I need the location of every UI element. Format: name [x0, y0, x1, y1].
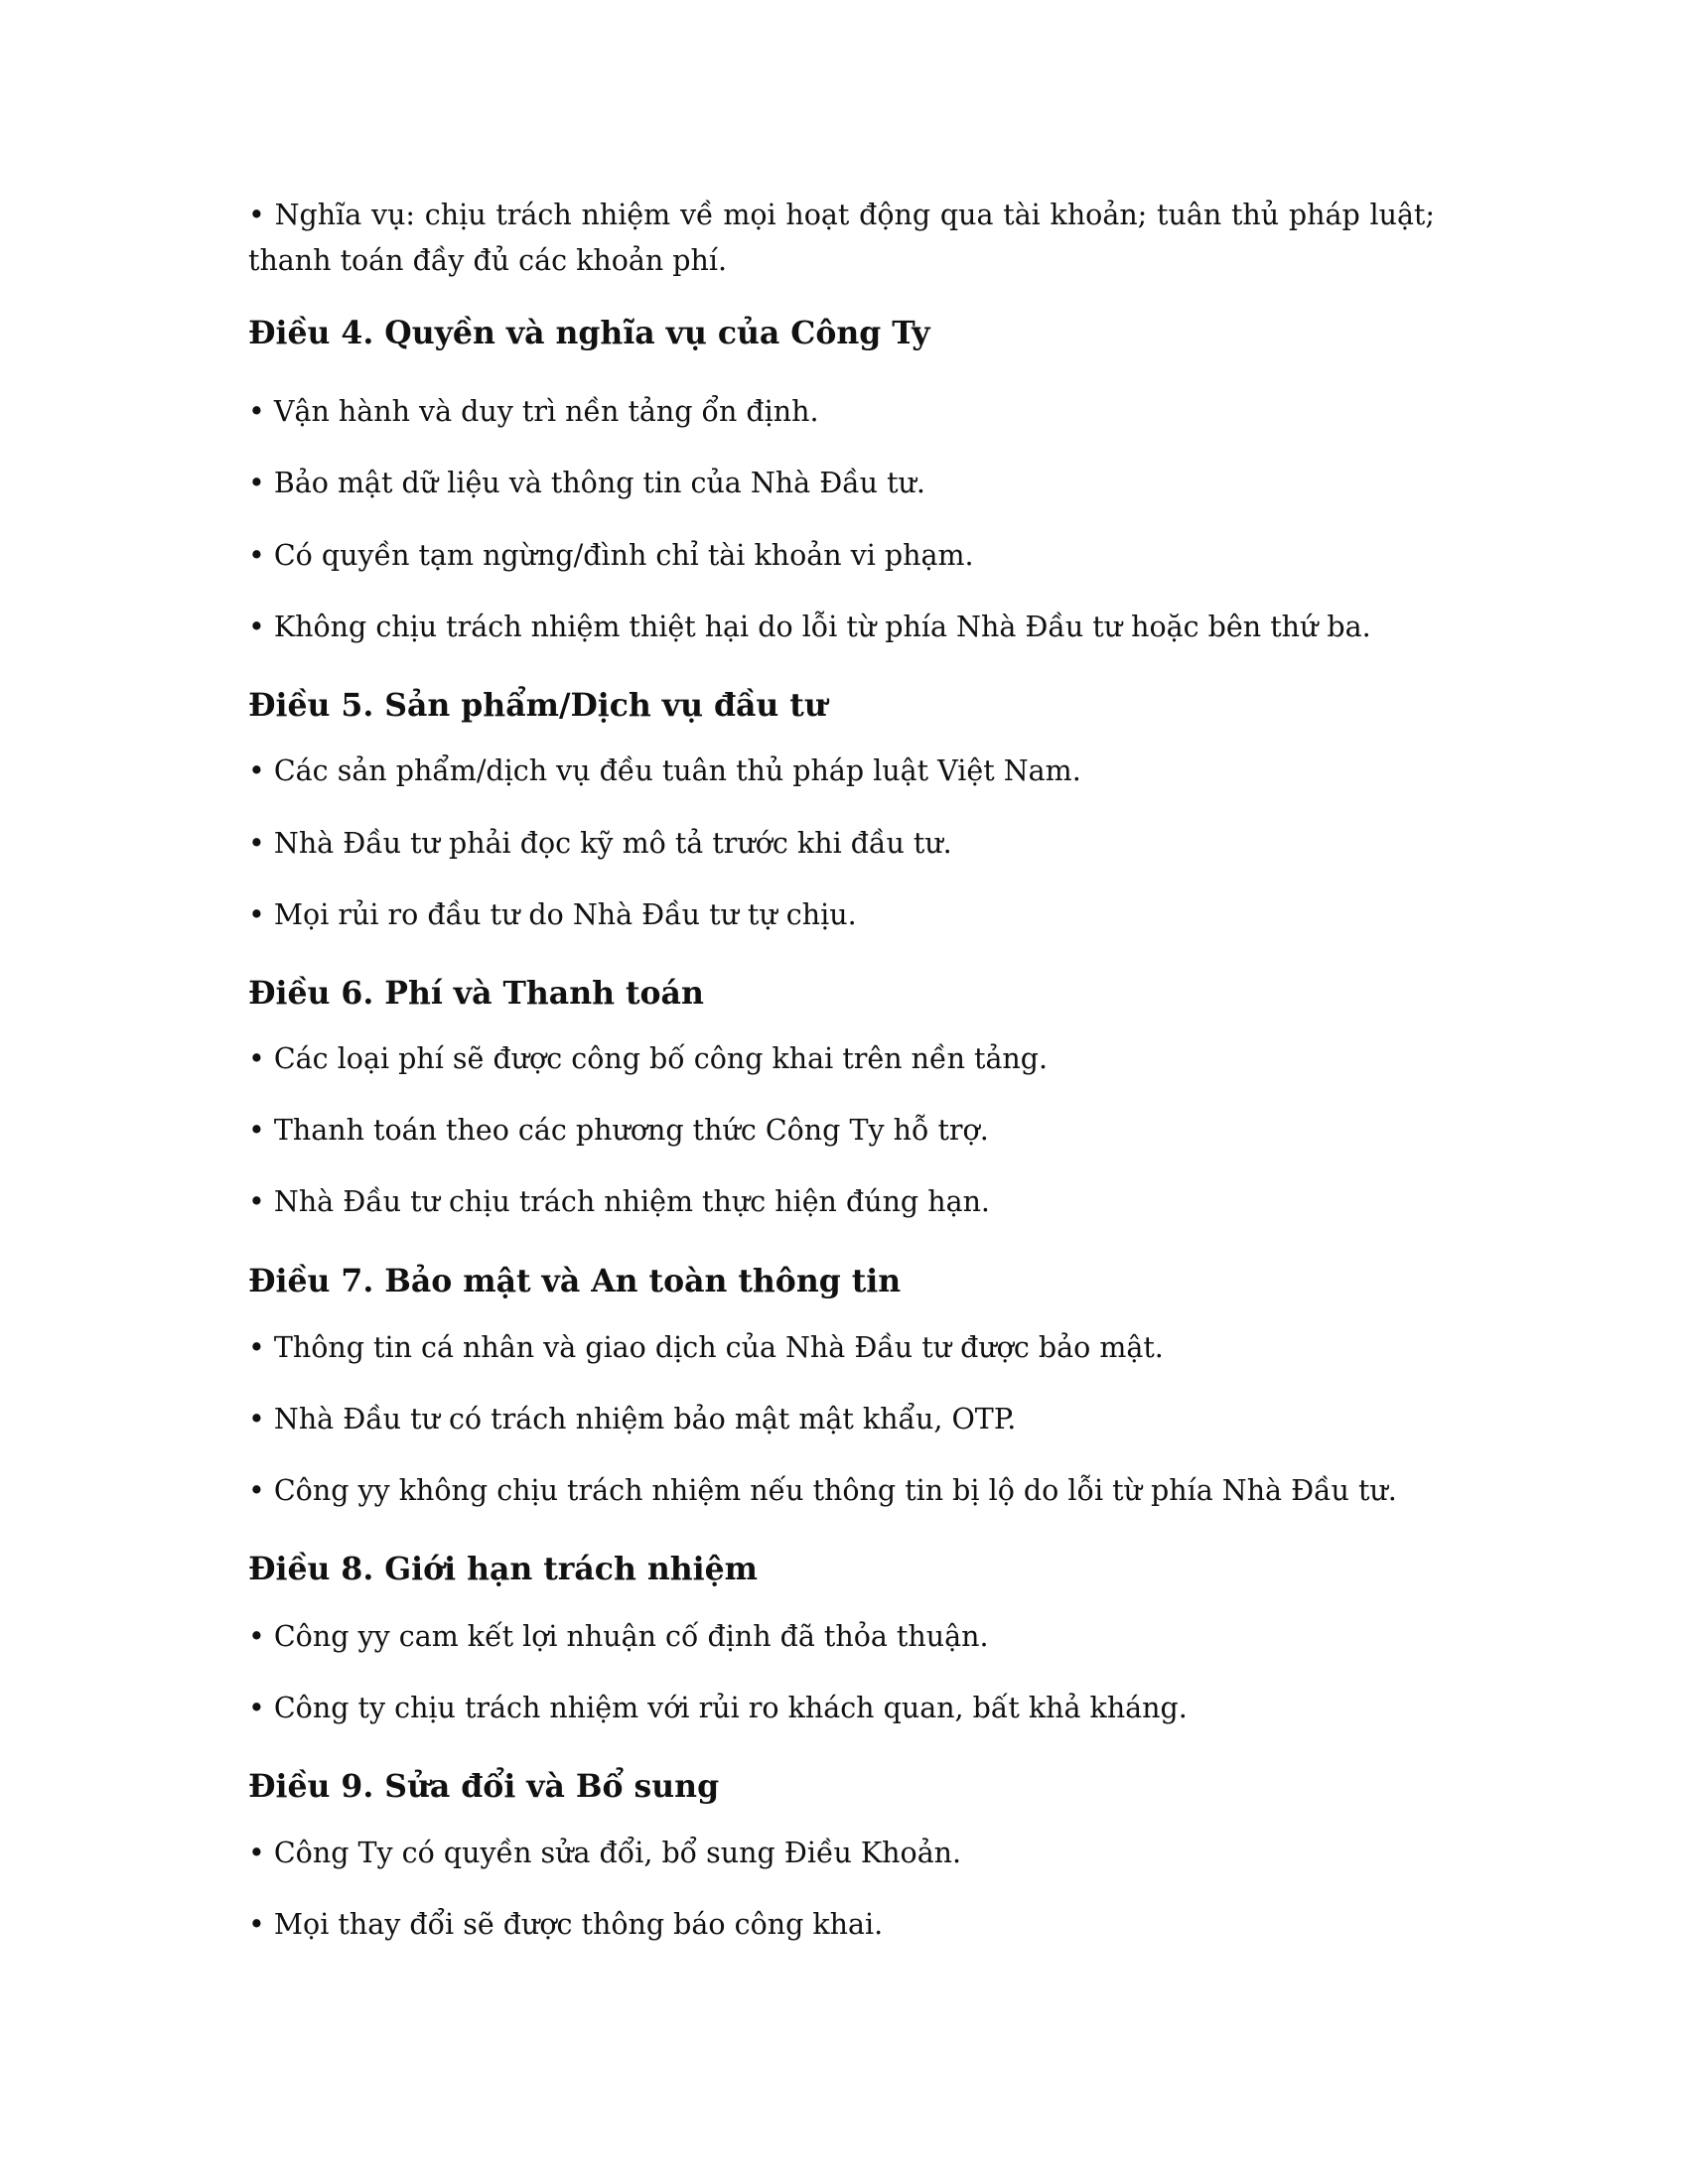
list-item: • Nhà Đầu tư phải đọc kỹ mô tả trước khi đầu tư.	[248, 830, 952, 859]
section-heading-dieu-6: Điều 6. Phí và Thanh toán	[248, 975, 704, 1012]
list-item: • Nhà Đầu tư có trách nhiệm bảo mật mật khẩu, OTP.	[248, 1406, 1016, 1434]
section-heading-dieu-8: Điều 8. Giới hạn trách nhiệm	[248, 1551, 758, 1587]
list-item: • Các sản phẩm/dịch vụ đều tuân thủ pháp luật Việt Nam.	[248, 757, 1081, 786]
list-item: • Công yy cam kết lợi nhuận cố định đã thỏa thuận.	[248, 1623, 989, 1652]
list-item: • Công Ty có quyền sửa đổi, bổ sung Điều Khoản.	[248, 1840, 961, 1868]
section-heading-dieu-4: Điều 4. Quyền và nghĩa vụ của Công Ty	[248, 315, 930, 351]
intro-obligations-line-2: thanh toán đầy đủ các khoản phí.	[248, 244, 728, 277]
list-item: • Bảo mật dữ liệu và thông tin của Nhà Đầu tư.	[248, 470, 925, 498]
list-item: • Thanh toán theo các phương thức Công Ty hỗ trợ.	[248, 1117, 989, 1146]
list-item: • Không chịu trách nhiệm thiệt hại do lỗi từ phía Nhà Đầu tư hoặc bên thứ ba.	[248, 614, 1371, 642]
list-item: • Vận hành và duy trì nền tảng ổn định.	[248, 398, 819, 427]
list-item: • Công yy không chịu trách nhiệm nếu thông tin bị lộ do lỗi từ phía Nhà Đầu tư.	[248, 1477, 1397, 1506]
intro-obligations-line-1: • Nghĩa vụ: chịu trách nhiệm về mọi hoạt động qua tài khoản; tuân thủ pháp luật;	[248, 202, 1435, 230]
list-item: • Các loại phí sẽ được công bố công khai trên nền tảng.	[248, 1045, 1048, 1074]
list-item: • Mọi rủi ro đầu tư do Nhà Đầu tư tự chịu.	[248, 901, 857, 930]
section-heading-dieu-5: Điều 5. Sản phẩm/Dịch vụ đầu tư	[248, 687, 827, 724]
list-item: • Có quyền tạm ngừng/đình chỉ tài khoản vi phạm.	[248, 542, 974, 571]
section-heading-dieu-7: Điều 7. Bảo mật và An toàn thông tin	[248, 1263, 902, 1299]
list-item: • Thông tin cá nhân và giao dịch của Nhà Đầu tư được bảo mật.	[248, 1334, 1164, 1363]
list-item: • Công ty chịu trách nhiệm với rủi ro khách quan, bất khả kháng.	[248, 1695, 1188, 1723]
section-heading-dieu-9: Điều 9. Sửa đổi và Bổ sung	[248, 1768, 720, 1805]
list-item: • Nhà Đầu tư chịu trách nhiệm thực hiện đúng hạn.	[248, 1188, 990, 1217]
list-item: • Mọi thay đổi sẽ được thông báo công khai.	[248, 1911, 883, 1940]
